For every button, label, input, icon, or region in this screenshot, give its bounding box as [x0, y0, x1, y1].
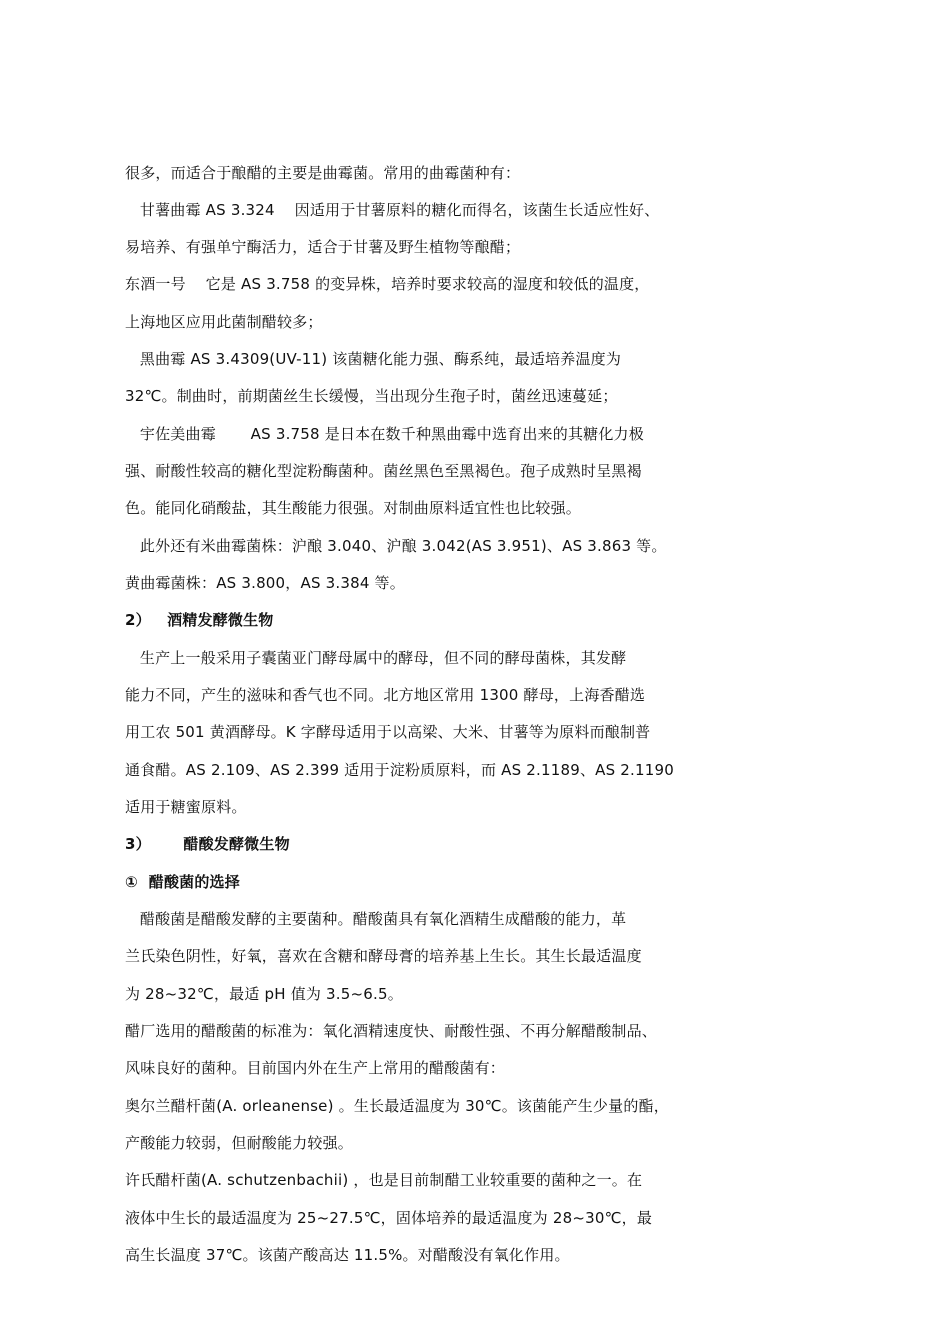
text-line-24: 醋厂选用的醋酸菌的标准为：氧化酒精速度快、耐酸性强、不再分解醋酸制品、	[125, 1022, 658, 1040]
text-line-7: 32℃。制曲时，前期菌丝生长缓慢，当出现分生孢子时，菌丝迅速蔓延；	[125, 387, 618, 405]
text-line-30: 高生长温度 37℃。该菌产酸高达 11.5%。对醋酸没有氧化作用。	[125, 1246, 570, 1264]
text-line-21: 醋酸菌是醋酸发酵的主要菌种。醋酸菌具有氧化酒精生成醋酸的能力，革	[125, 910, 627, 928]
text-line-5: 上海地区应用此菌制醋较多；	[125, 313, 323, 331]
text-line-25: 风味良好的菌种。目前国内外在生产上常用的醋酸菌有：	[125, 1059, 506, 1077]
text-line-15: 能力不同，产生的滋味和香气也不同。北方地区常用 1300 酵母，上海香醋选	[125, 686, 646, 704]
text-line-12: 黄曲霉菌株：AS 3.800，AS 3.384 等。	[125, 574, 405, 592]
text-line-26: 奥尔兰醋杆菌(A. orleanense) 。生长最适温度为 30℃。该菌能产生少量的酯，	[125, 1097, 669, 1115]
text-line-17: 通食醋。AS 2.109、AS 2.399 适用于淀粉质原料，而 AS 2.1189、AS 2.1190	[125, 761, 674, 779]
text-line-14: 生产上一般采用子囊菌亚门酵母属中的酵母，但不同的酵母菌株，其发酵	[125, 649, 627, 667]
text-line-18: 适用于糖蜜原料。	[125, 798, 247, 816]
text-line-23: 为 28~32℃，最适 pH 值为 3.5~6.5。	[125, 985, 403, 1003]
text-line-2: 甘薯曲霉 AS 3.324 因适用于甘薯原料的糖化而得名，该菌生长适应性好、	[125, 201, 660, 219]
subsection-heading-acetobacter-selection: ① 醋酸菌的选择	[125, 873, 240, 891]
section-heading-acetic-fermentation: 3） 醋酸发酵微生物	[125, 835, 290, 853]
text-line-1: 很多，而适合于酿醋的主要是曲霉菌。常用的曲霉菌种有：	[125, 164, 521, 182]
text-line-22: 兰氏染色阴性，好氧，喜欢在含糖和酵母膏的培养基上生长。其生长最适温度	[125, 947, 642, 965]
text-line-3: 易培养、有强单宁酶活力，适合于甘薯及野生植物等酿醋；	[125, 238, 521, 256]
section-heading-alcohol-fermentation: 2） 酒精发酵微生物	[125, 611, 274, 629]
text-line-28: 许氏醋杆菌(A. schutzenbachii) ，也是目前制醋工业较重要的菌种之一。在	[125, 1171, 643, 1189]
text-line-8: 宇佐美曲霉 AS 3.758 是日本在数千种黑曲霉中选育出来的其糖化力极	[125, 425, 644, 443]
text-line-27: 产酸能力较弱，但耐酸能力较强。	[125, 1134, 354, 1152]
text-line-11: 此外还有米曲霉菌株：沪酿 3.040、沪酿 3.042(AS 3.951)、AS 3.863 等。	[125, 537, 667, 555]
text-line-9: 强、耐酸性较高的糖化型淀粉酶菌种。菌丝黑色至黑褐色。孢子成熟时呈黑褐	[125, 462, 642, 480]
text-line-10: 色。能同化硝酸盐，其生酸能力很强。对制曲原料适宜性也比较强。	[125, 499, 582, 517]
text-line-4: 东酒一号 它是 AS 3.758 的变异株，培养时要求较高的湿度和较低的温度，	[125, 275, 650, 293]
text-line-16: 用工农 501 黄酒酵母。K 字酵母适用于以高梁、大米、甘薯等为原料而酿制普	[125, 723, 651, 741]
text-line-6: 黑曲霉 AS 3.4309(UV-11) 该菌糖化能力强、酶系纯，最适培养温度为	[125, 350, 622, 368]
text-line-29: 液体中生长的最适温度为 25~27.5℃，固体培养的最适温度为 28~30℃，最	[125, 1209, 653, 1227]
